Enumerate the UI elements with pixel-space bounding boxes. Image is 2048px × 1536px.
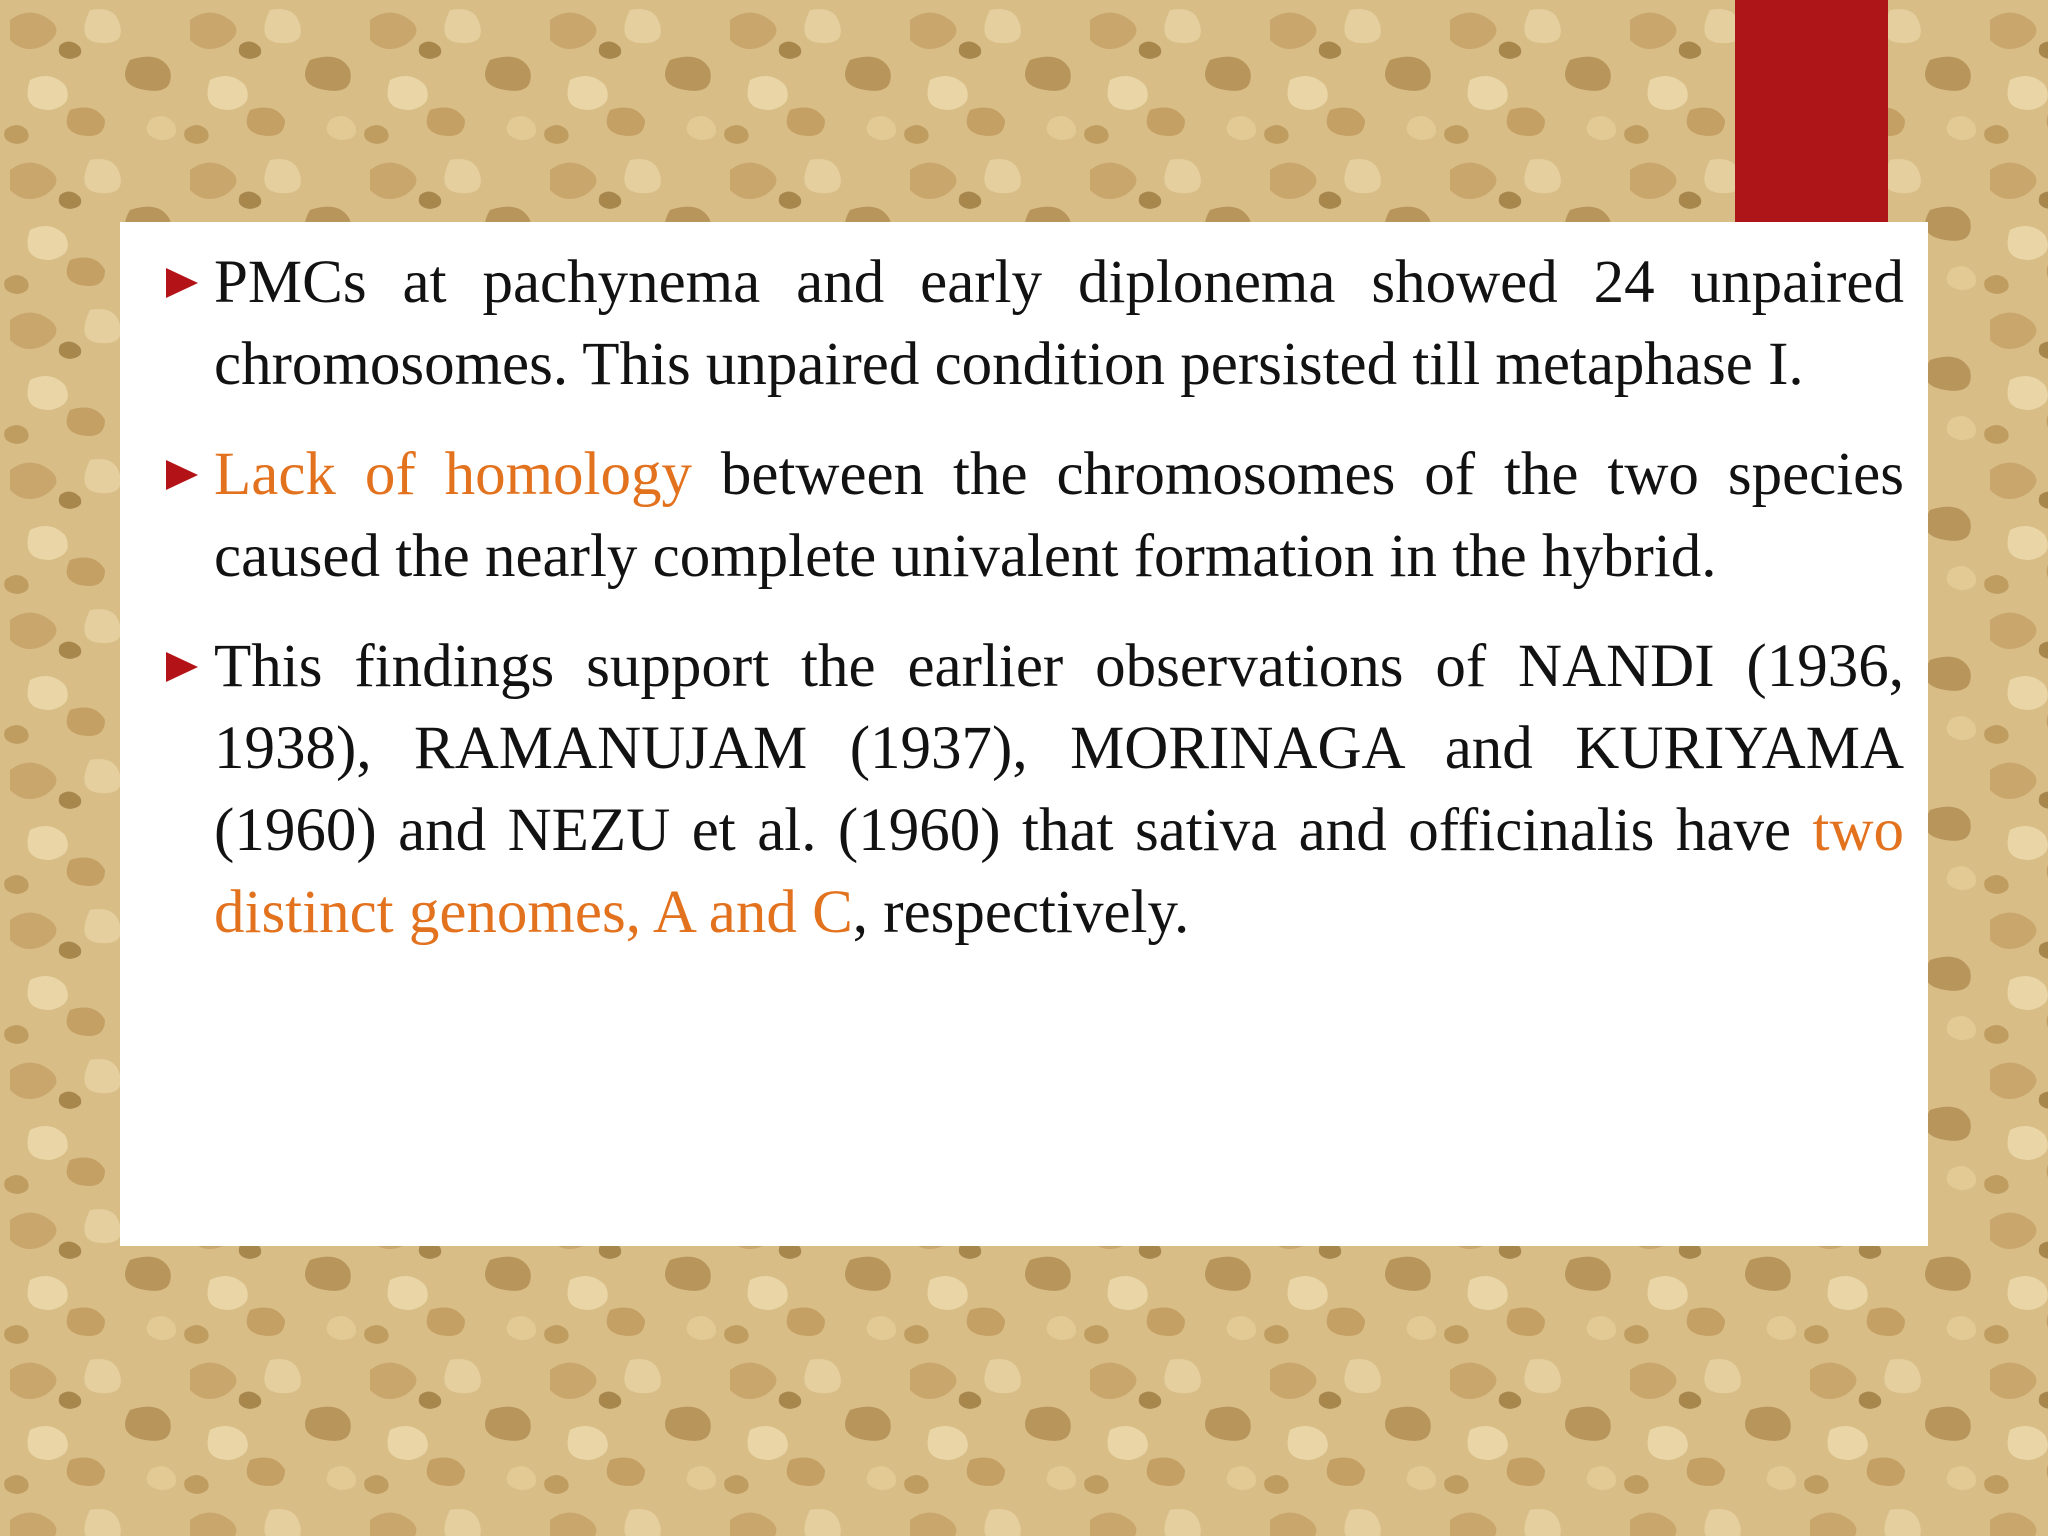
- highlighted-phrase: two distinct genomes, A and C: [214, 797, 1904, 946]
- accent-bar: [1735, 0, 1888, 236]
- bullet-marker: [142, 434, 214, 516]
- bullet-text: [214, 626, 1904, 954]
- triangle-right-icon: [164, 649, 200, 685]
- bullet-text: [214, 434, 1904, 598]
- bullet-marker: [142, 242, 214, 324]
- bullet-text-content: , respectively.: [852, 879, 1190, 946]
- highlighted-phrase: Lack of homology: [214, 441, 692, 508]
- bullet-text-content: between the chromosomes of the two species caused the nearly complete univalent formation in the hybrid.: [214, 441, 1904, 590]
- bullet-marker: [142, 626, 214, 708]
- triangle-right-icon: [164, 265, 200, 301]
- bullet-text-content: PMCs at pachynema and early diplonema showed 24 unpaired chromosomes. This unpaired condition persisted till metaphase I.: [214, 249, 1904, 398]
- bullet-text: [214, 242, 1904, 406]
- bullet-text-content: This findings support the earlier observations of NANDI (1936, 1938), RAMANUJAM (1937), MORINAGA and KURIYAMA (1960) and NEZU et al. (1960) that sativa and officinalis have: [214, 633, 1904, 864]
- bullet-item: [142, 626, 1904, 954]
- bullet-item: [142, 242, 1904, 406]
- bullet-item: [142, 434, 1904, 598]
- content-card: [120, 222, 1928, 1246]
- triangle-right-icon: [164, 457, 200, 493]
